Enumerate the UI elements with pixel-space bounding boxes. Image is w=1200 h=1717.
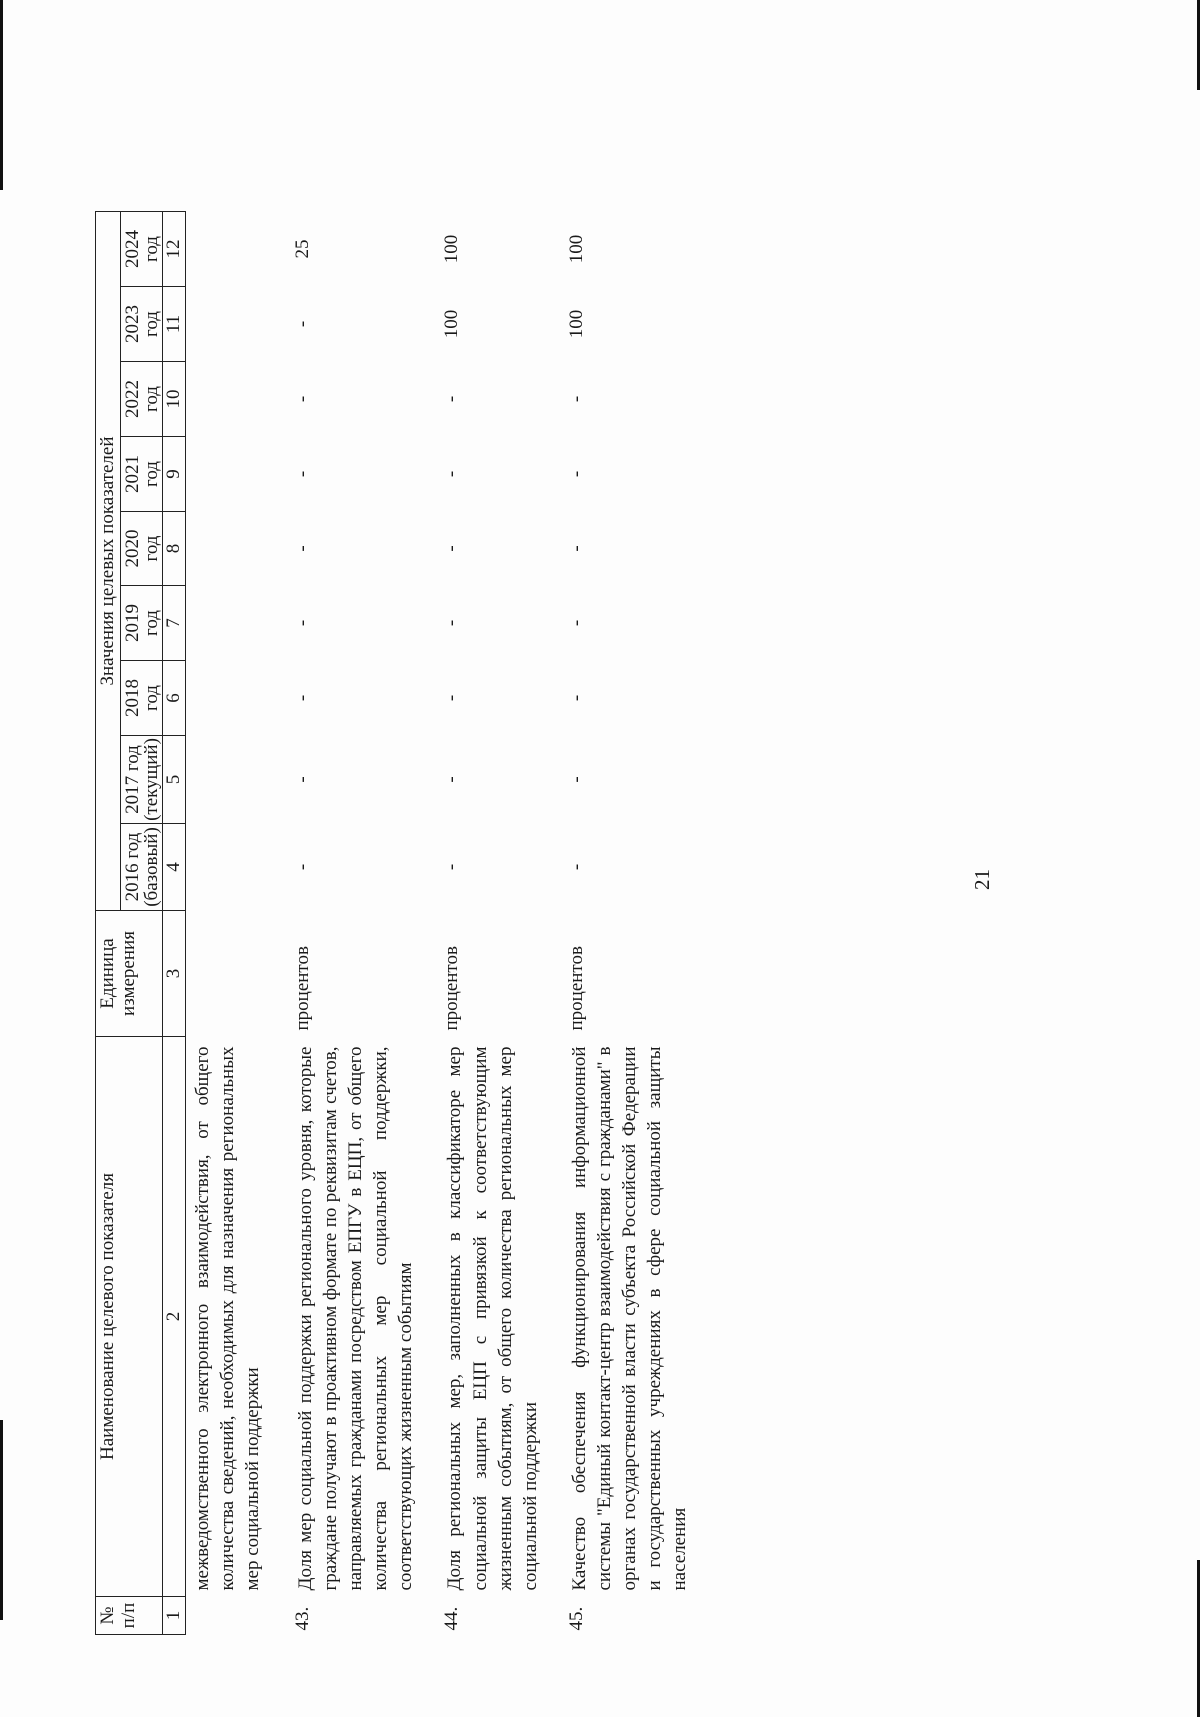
header-num: № п/п — [96, 1597, 163, 1635]
header-year — [120, 287, 162, 362]
indicator-value: - — [441, 619, 463, 627]
indicator-name: межведомственного электронного взаимодействия, от общего количества сведений, необходимых для назначения региональных мер социальной поддержки — [191, 1046, 263, 1591]
indicator-value: - — [292, 470, 314, 478]
indicator-value: - — [565, 694, 587, 702]
indicator-value: - — [441, 776, 463, 783]
header-year-line1: 2024 — [121, 230, 143, 268]
header-year-line1: 2022 — [121, 380, 143, 418]
indicator-value — [185, 212, 287, 287]
header-year — [120, 212, 162, 287]
table-row — [561, 212, 710, 1635]
header-year — [120, 661, 162, 736]
table-row — [287, 212, 436, 1635]
indicator-value: - — [292, 320, 314, 328]
column-number: 1 — [162, 1597, 185, 1635]
indicator-value: - — [441, 470, 463, 478]
indicator-value: 100 — [565, 234, 587, 264]
indicator-value — [185, 824, 287, 911]
row-number — [185, 1597, 287, 1635]
indicator-value: - — [292, 619, 314, 627]
column-number: 4 — [162, 824, 185, 911]
row-number: 45. — [565, 1606, 587, 1631]
header-year-line2: год — [140, 311, 162, 337]
indicator-value: - — [441, 395, 463, 403]
indicator-value: - — [292, 694, 314, 702]
row-number: 44. — [441, 1606, 463, 1631]
indicator-value: - — [565, 470, 587, 478]
indicator-value: - — [565, 619, 587, 627]
indicator-value: - — [441, 545, 463, 552]
column-number: 11 — [162, 287, 185, 362]
header-year — [120, 362, 162, 437]
unit-of-measure: процентов — [292, 946, 314, 1031]
column-number: 7 — [162, 586, 185, 661]
header-year — [120, 824, 162, 911]
indicator-name: Доля региональных мер, заполненных в классификаторе мер социальной защиты ЕЦП с привязкой к соответствующим жизненным событиям, от общего количества региональных мер социальной поддержки — [444, 1046, 541, 1591]
header-year-line2: год — [140, 535, 162, 562]
indicator-value: - — [565, 776, 587, 783]
header-year — [120, 736, 162, 824]
header-values-group: Значения целевых показателей — [96, 212, 121, 911]
indicator-value — [185, 287, 287, 362]
scan-edge — [0, 0, 3, 190]
column-number: 5 — [162, 736, 185, 824]
header-year-line2: год — [140, 461, 162, 487]
header-year-line2: (базовый) — [140, 827, 162, 907]
header-year — [120, 586, 162, 661]
scan-edge — [0, 1420, 3, 1620]
column-number: 8 — [162, 512, 185, 586]
unit-of-measure: процентов — [441, 946, 463, 1031]
column-number: 10 — [162, 362, 185, 437]
indicator-value — [185, 512, 287, 586]
header-year-line2: год — [140, 685, 162, 711]
page-number: 21 — [970, 869, 994, 890]
column-number: 9 — [162, 437, 185, 512]
indicator-value: 25 — [292, 239, 314, 259]
unit-of-measure: процентов — [565, 946, 587, 1031]
header-year-line1: 2018 — [121, 679, 143, 717]
indicator-value: - — [565, 545, 587, 552]
header-year-line1: 2021 — [121, 455, 143, 493]
indicator-value: 100 — [565, 309, 587, 339]
indicator-value: - — [292, 776, 314, 783]
indicator-value: - — [565, 863, 587, 871]
header-year-line1: 2019 — [121, 604, 143, 642]
header-year-line1: 2023 — [121, 305, 143, 343]
column-number: 6 — [162, 661, 185, 736]
header-name: Наименование целевого показателя — [96, 1037, 163, 1597]
header-year-line2: год — [140, 386, 162, 412]
indicators-table — [95, 211, 710, 1635]
header-year — [120, 512, 162, 586]
indicator-name: Доля мер социальной поддержки регионального уровня, которые граждане получают в проактивном формате по реквизитам счетов, направляемых гражданами посредством ЕПГУ в ЕЦП, от общего количества региональных мер социальной поддержки, соответствующих жизненным событиям — [295, 1046, 417, 1591]
indicator-name: Качество обеспечения функционирования информационной системы "Единый контакт-центр взаимодействия с гражданами" в органах государственной власти субъекта Российской Федерации и государственных учреждениях в сфере социальной защиты населения — [568, 1046, 691, 1591]
indicator-value — [185, 586, 287, 661]
header-unit: Единица измерения — [96, 911, 163, 1037]
indicator-value: - — [565, 395, 587, 403]
indicator-value: 100 — [441, 234, 463, 264]
header-year — [120, 437, 162, 512]
header-year-line2: год — [140, 236, 162, 262]
column-number: 3 — [162, 911, 185, 1037]
header-year-line1: 2017 год — [121, 745, 143, 814]
unit-of-measure — [185, 911, 287, 1037]
row-number: 43. — [292, 1606, 314, 1631]
column-number: 2 — [162, 1037, 185, 1597]
indicator-value: - — [292, 863, 314, 871]
indicator-value — [185, 362, 287, 437]
indicator-value — [185, 661, 287, 736]
indicator-value: - — [441, 863, 463, 871]
header-year-line2: (текущий) — [140, 738, 162, 821]
column-number: 12 — [162, 212, 185, 287]
table-row — [436, 212, 560, 1635]
indicator-value — [185, 437, 287, 512]
indicator-value — [185, 736, 287, 824]
indicator-value: 100 — [441, 309, 463, 339]
table-row — [185, 212, 287, 1635]
header-year-line1: 2020 — [121, 529, 143, 568]
indicator-value: - — [441, 694, 463, 702]
indicator-value: - — [292, 545, 314, 552]
header-year-line1: 2016 год — [121, 832, 143, 902]
header-year-line2: год — [140, 610, 162, 636]
rotated-content — [95, 85, 1145, 1635]
indicator-value: - — [292, 395, 314, 403]
